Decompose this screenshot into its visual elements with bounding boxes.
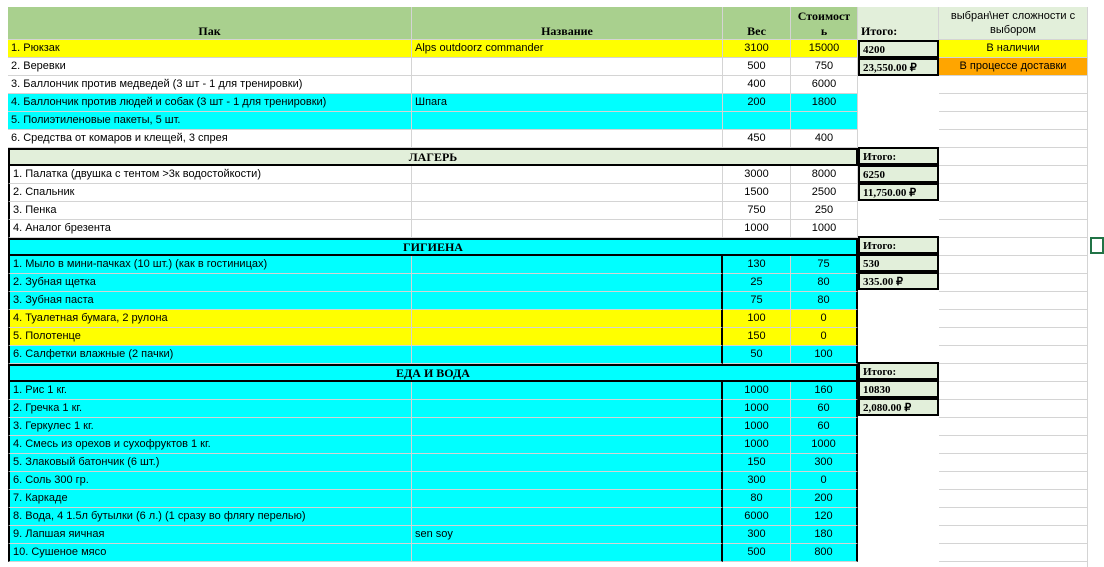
cell-weight[interactable]: 200 bbox=[723, 94, 791, 112]
cell-name[interactable] bbox=[412, 436, 723, 454]
cell-weight[interactable]: 1500 bbox=[723, 184, 791, 202]
cell-name[interactable] bbox=[412, 184, 723, 202]
section-title[interactable]: ЛАГЕРЬ bbox=[8, 148, 858, 166]
cell-weight[interactable]: 50 bbox=[723, 346, 791, 364]
cell-cost[interactable]: 2500 bbox=[791, 184, 858, 202]
header-cost-line1: Стоимост bbox=[797, 9, 851, 23]
cell-cost[interactable]: 750 bbox=[791, 58, 858, 76]
cell-name[interactable] bbox=[412, 292, 723, 310]
empty-cell[interactable] bbox=[939, 94, 1088, 112]
empty-cell[interactable] bbox=[939, 508, 1088, 526]
cell-item[interactable]: 3. Пенка bbox=[8, 202, 412, 220]
cell-weight[interactable]: 75 bbox=[723, 292, 791, 310]
cell-item[interactable]: 2. Зубная щетка bbox=[8, 274, 412, 292]
cell-weight[interactable]: 100 bbox=[723, 310, 791, 328]
empty-cell[interactable] bbox=[939, 544, 1088, 562]
cell-name[interactable] bbox=[412, 310, 723, 328]
header-name[interactable]: Название bbox=[412, 7, 723, 40]
total-label[interactable]: Итого: bbox=[858, 147, 939, 165]
cell-name[interactable] bbox=[412, 130, 723, 148]
cell-cost[interactable]: 1800 bbox=[791, 94, 858, 112]
empty-cell[interactable] bbox=[939, 418, 1088, 436]
cell-item[interactable]: 1. Мыло в мини-пачках (10 шт.) (как в гостиницах) bbox=[8, 256, 412, 274]
empty-cell[interactable] bbox=[939, 292, 1088, 310]
cell-cost[interactable]: 60 bbox=[791, 418, 858, 436]
cell-cost[interactable]: 800 bbox=[791, 544, 858, 562]
cell-name[interactable] bbox=[412, 58, 723, 76]
selected-cell[interactable] bbox=[1090, 237, 1104, 254]
total-weight[interactable]: 10830 bbox=[858, 380, 939, 398]
cell-item[interactable]: 9. Лапшая яичная bbox=[8, 526, 412, 544]
empty-cell[interactable] bbox=[939, 346, 1088, 364]
cell-name[interactable] bbox=[412, 346, 723, 364]
cell-name[interactable] bbox=[412, 400, 723, 418]
header-cost-line2: ь bbox=[820, 24, 828, 38]
cell-cost[interactable]: 0 bbox=[791, 310, 858, 328]
cell-weight[interactable]: 300 bbox=[723, 472, 791, 490]
cell-item[interactable]: 1. Палатка (двушка с тентом >3к водостойкости) bbox=[8, 166, 412, 184]
cell-name[interactable]: Alps outdoorz commander bbox=[412, 40, 723, 58]
empty-cell[interactable] bbox=[939, 148, 1088, 166]
cell-item[interactable]: 1. Рюкзак bbox=[8, 40, 412, 58]
cell-weight[interactable]: 3100 bbox=[723, 40, 791, 58]
cell-weight[interactable]: 150 bbox=[723, 454, 791, 472]
cell-cost[interactable]: 300 bbox=[791, 454, 858, 472]
total-cost[interactable]: 11,750.00 ₽ bbox=[858, 183, 939, 201]
total-cost[interactable]: 23,550.00 ₽ bbox=[858, 58, 939, 76]
cell-item[interactable]: 3. Геркулес 1 кг. bbox=[8, 418, 412, 436]
cell-weight[interactable]: 1000 bbox=[723, 220, 791, 238]
empty-cell[interactable] bbox=[939, 76, 1088, 94]
cell-cost[interactable]: 6000 bbox=[791, 76, 858, 94]
cell-item[interactable]: 7. Каркаде bbox=[8, 490, 412, 508]
cell-item[interactable]: 2. Спальник bbox=[8, 184, 412, 202]
total-label[interactable]: Итого: bbox=[858, 236, 939, 254]
empty-cell[interactable] bbox=[939, 382, 1088, 400]
cell-weight[interactable]: 450 bbox=[723, 130, 791, 148]
cell-weight[interactable]: 6000 bbox=[723, 508, 791, 526]
empty-cell[interactable] bbox=[939, 202, 1088, 220]
total-weight[interactable]: 6250 bbox=[858, 165, 939, 183]
empty-cell[interactable] bbox=[939, 472, 1088, 490]
header-cost[interactable] bbox=[791, 7, 858, 40]
cell-cost[interactable]: 0 bbox=[791, 472, 858, 490]
total-weight[interactable]: 530 bbox=[858, 254, 939, 272]
cell-weight[interactable]: 150 bbox=[723, 328, 791, 346]
cell-item[interactable]: 4. Баллончик против людей и собак (3 шт - 1 для тренировки) bbox=[8, 94, 412, 112]
cell-item[interactable]: 3. Баллончик против медведей (3 шт - 1 для тренировки) bbox=[8, 76, 412, 94]
empty-cell[interactable] bbox=[939, 454, 1088, 472]
cell-weight[interactable]: 25 bbox=[723, 274, 791, 292]
cell-item[interactable]: 2. Веревки bbox=[8, 58, 412, 76]
cell-weight[interactable]: 1000 bbox=[723, 400, 791, 418]
cell-item[interactable]: 5. Полиэтиленовые пакеты, 5 шт. bbox=[8, 112, 412, 130]
cell-item[interactable]: 4. Смесь из орехов и сухофруктов 1 кг. bbox=[8, 436, 412, 454]
legend-available[interactable]: В наличии bbox=[939, 40, 1088, 58]
cell-weight[interactable]: 1000 bbox=[723, 436, 791, 454]
empty-cell[interactable] bbox=[939, 130, 1088, 148]
empty-cell[interactable] bbox=[939, 166, 1088, 184]
cell-weight[interactable]: 400 bbox=[723, 76, 791, 94]
cell-name[interactable] bbox=[412, 112, 723, 130]
cell-name[interactable] bbox=[412, 382, 723, 400]
cell-name[interactable] bbox=[412, 328, 723, 346]
total-cost[interactable]: 335.00 ₽ bbox=[858, 272, 939, 290]
empty-cell[interactable] bbox=[939, 238, 1088, 256]
cell-name[interactable] bbox=[412, 220, 723, 238]
cell-name[interactable] bbox=[412, 274, 723, 292]
total-cost[interactable]: 2,080.00 ₽ bbox=[858, 398, 939, 416]
cell-cost[interactable]: 1000 bbox=[791, 220, 858, 238]
empty-cell[interactable] bbox=[939, 562, 1088, 567]
cell-name[interactable] bbox=[412, 472, 723, 490]
cell-item[interactable]: 4. Аналог брезента bbox=[8, 220, 412, 238]
cell-item[interactable]: 1. Рис 1 кг. bbox=[8, 382, 412, 400]
cell-name[interactable]: Шпага bbox=[412, 94, 723, 112]
cell-cost[interactable]: 100 bbox=[791, 346, 858, 364]
cell-weight[interactable]: 500 bbox=[723, 544, 791, 562]
cell-item[interactable]: 2. Гречка 1 кг. bbox=[8, 400, 412, 418]
cell-name[interactable] bbox=[412, 166, 723, 184]
cell-item[interactable]: 8. Вода, 4 1.5л бутылки (6 л.) (1 сразу во флягу перелью) bbox=[8, 508, 412, 526]
empty-cell[interactable] bbox=[939, 436, 1088, 454]
cell-item[interactable]: 4. Туалетная бумага, 2 рулона bbox=[8, 310, 412, 328]
section-title[interactable]: ЕДА И ВОДА bbox=[8, 364, 858, 382]
total-weight[interactable]: 4200 bbox=[858, 40, 939, 58]
cell-weight[interactable]: 750 bbox=[723, 202, 791, 220]
cell-item[interactable]: 5. Полотенце bbox=[8, 328, 412, 346]
cell-item[interactable]: 6. Салфетки влажные (2 пачки) bbox=[8, 346, 412, 364]
legend-delivery[interactable]: В процессе доставки bbox=[939, 58, 1088, 76]
cell-name[interactable] bbox=[412, 490, 723, 508]
cell-cost[interactable]: 400 bbox=[791, 130, 858, 148]
empty-cell[interactable] bbox=[939, 112, 1088, 130]
cell-cost[interactable]: 250 bbox=[791, 202, 858, 220]
empty-cell[interactable] bbox=[939, 328, 1088, 346]
cell-cost[interactable]: 1000 bbox=[791, 436, 858, 454]
cell-weight[interactable] bbox=[723, 112, 791, 130]
header-total[interactable]: Итого: bbox=[858, 7, 939, 40]
empty-cell[interactable] bbox=[939, 490, 1088, 508]
cell-cost[interactable]: 8000 bbox=[791, 166, 858, 184]
empty-cell[interactable] bbox=[939, 274, 1088, 292]
cell-name[interactable] bbox=[412, 256, 723, 274]
cell-name[interactable]: sen soy bbox=[412, 526, 723, 544]
empty-cell[interactable] bbox=[939, 526, 1088, 544]
legend-title[interactable]: выбран\нет сложности с выбором bbox=[939, 7, 1088, 40]
empty-cell[interactable] bbox=[939, 256, 1088, 274]
cell-name[interactable] bbox=[412, 454, 723, 472]
cell-weight[interactable]: 1000 bbox=[723, 382, 791, 400]
cell-item[interactable]: 6. Соль 300 гр. bbox=[8, 472, 412, 490]
cell-cost[interactable]: 60 bbox=[791, 400, 858, 418]
cell-cost[interactable]: 200 bbox=[791, 490, 858, 508]
cell-cost[interactable]: 15000 bbox=[791, 40, 858, 58]
total-label[interactable]: Итого: bbox=[858, 362, 939, 380]
empty-cell[interactable] bbox=[939, 220, 1088, 238]
empty-cell[interactable] bbox=[939, 310, 1088, 328]
cell-weight[interactable]: 500 bbox=[723, 58, 791, 76]
cell-item[interactable]: 5. Злаковый батончик (6 шт.) bbox=[8, 454, 412, 472]
cell-weight[interactable]: 80 bbox=[723, 490, 791, 508]
cell-item[interactable]: 3. Зубная паста bbox=[8, 292, 412, 310]
cell-cost[interactable]: 120 bbox=[791, 508, 858, 526]
cell-name[interactable] bbox=[412, 544, 723, 562]
header-weight[interactable]: Вес bbox=[723, 7, 791, 40]
empty-cell[interactable] bbox=[939, 184, 1088, 202]
cell-cost[interactable]: 80 bbox=[791, 292, 858, 310]
cell-weight[interactable]: 3000 bbox=[723, 166, 791, 184]
header-pack[interactable]: Пак bbox=[8, 7, 412, 40]
cell-item[interactable]: 10. Сушеное мясо bbox=[8, 544, 412, 562]
cell-cost[interactable]: 80 bbox=[791, 274, 858, 292]
cell-cost[interactable] bbox=[791, 112, 858, 130]
cell-weight[interactable]: 1000 bbox=[723, 418, 791, 436]
cell-cost[interactable]: 75 bbox=[791, 256, 858, 274]
cell-name[interactable] bbox=[412, 508, 723, 526]
cell-weight[interactable]: 300 bbox=[723, 526, 791, 544]
empty-cell[interactable] bbox=[939, 400, 1088, 418]
cell-name[interactable] bbox=[412, 76, 723, 94]
cell-weight[interactable]: 130 bbox=[723, 256, 791, 274]
section-title[interactable]: ГИГИЕНА bbox=[8, 238, 858, 256]
cell-cost[interactable]: 0 bbox=[791, 328, 858, 346]
cell-name[interactable] bbox=[412, 418, 723, 436]
empty-cell[interactable] bbox=[939, 364, 1088, 382]
cell-name[interactable] bbox=[412, 202, 723, 220]
cell-cost[interactable]: 160 bbox=[791, 382, 858, 400]
cell-item[interactable]: 6. Средства от комаров и клещей, 3 спрея bbox=[8, 130, 412, 148]
cell-cost[interactable]: 180 bbox=[791, 526, 858, 544]
